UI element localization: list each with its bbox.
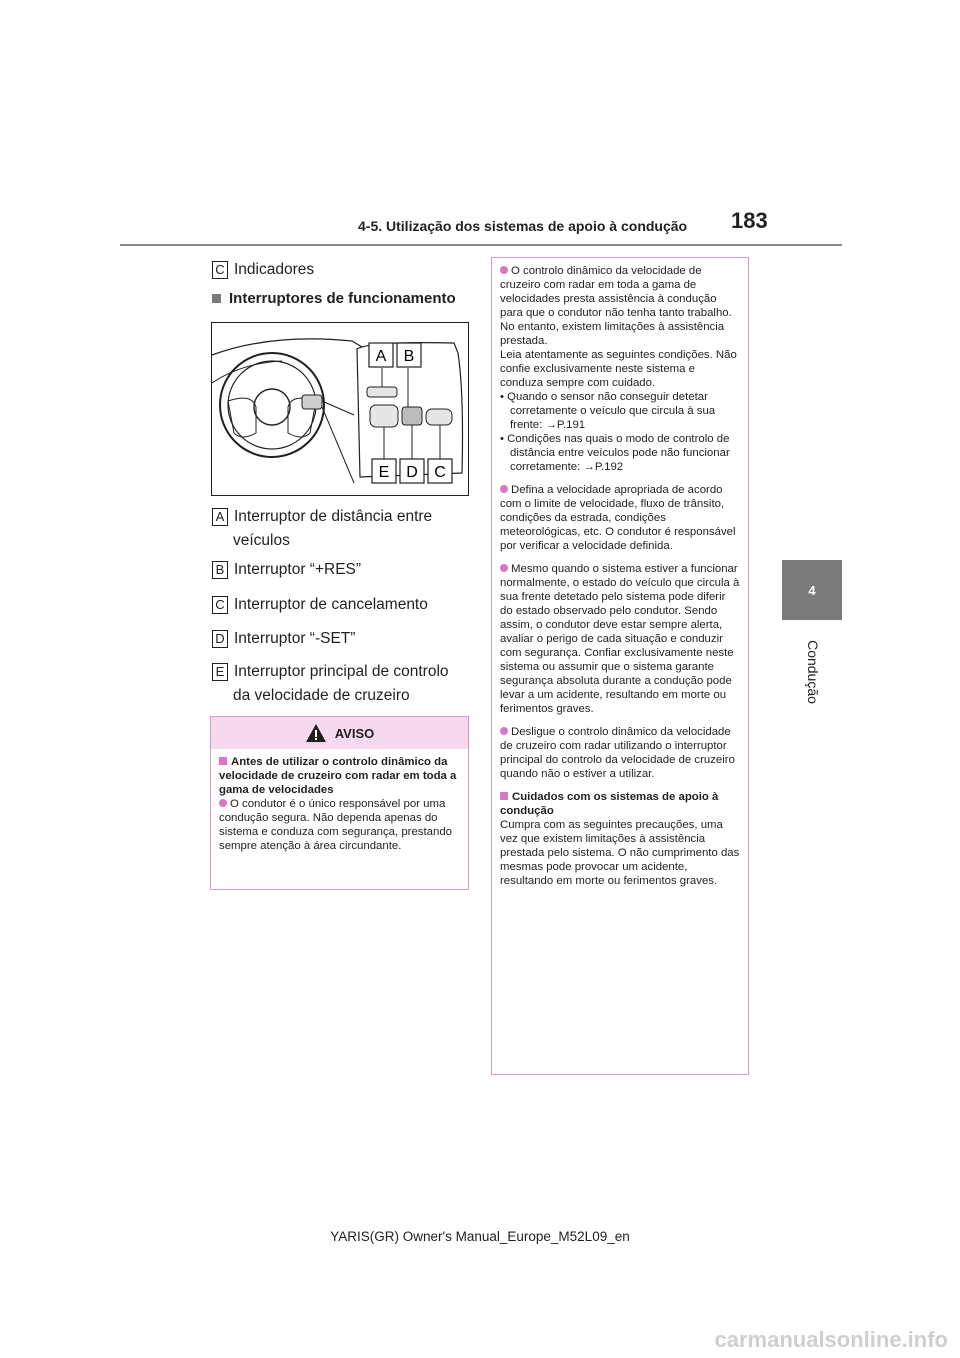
dot-bullet-icon — [500, 266, 508, 274]
page-number: 183 — [731, 208, 768, 233]
square-bullet-icon — [212, 294, 221, 303]
warning-title: AVISO — [334, 725, 375, 741]
info-paragraph: Defina a velocidade apropriada de acordo com o limite de velocidade, fluxo de trânsito, condições da estrada, condições meteorológicas, etc. O condutor é responsável por verificar a velocidade definida. — [500, 484, 736, 552]
info-dash-item: • Condições nas quais o modo de controlo de distância entre veículos pode não funcionar corretamente: →P.192 — [500, 433, 730, 473]
subheading — [212, 290, 456, 308]
header-rule — [120, 244, 842, 246]
info-dash-item: • Quando o sensor não conseguir detetar corretamente o veículo que circula à sua frente: →P.191 — [500, 391, 716, 431]
warning-box — [210, 716, 469, 890]
diagram-label: D — [406, 464, 418, 481]
info-paragraph: Cumpra com as seguintes precauções, uma vez que existem limitações à assistência prestada pelo sistema. O não cumprimento das mesmas pode provocar um acidente, resultando em morte ou ferimentos graves. — [500, 819, 740, 887]
info-subheading: Cuidados com os sistemas de apoio à condução — [500, 791, 719, 817]
item-text: Interruptor de distância entre — [234, 508, 433, 525]
legend-item-e — [212, 660, 449, 708]
chapter-label: Condução — [805, 640, 821, 704]
info-paragraph: Desligue o controlo dinâmico da velocidade de cruzeiro com radar utilizando o interruptor principal do controlo da velocidade de cruzeiro quando não o estiver a utilizar. — [500, 726, 735, 780]
legend-item-a — [212, 505, 432, 553]
warning-heading: Antes de utilizar o controlo dinâmico da velocidade de cruzeiro com radar em toda a gama de velocidades — [219, 756, 457, 796]
footer-text: YARIS(GR) Owner's Manual_Europe_M52L09_en — [330, 1229, 630, 1244]
legend-item-d — [212, 627, 355, 651]
steering-wheel-diagram — [211, 322, 469, 496]
watermark: carmanualsonline.info — [714, 1327, 948, 1352]
letter-box: C — [212, 261, 228, 279]
item-text: Indicadores — [234, 261, 315, 278]
letter-box: E — [212, 663, 228, 681]
item-text-cont: veículos — [233, 532, 290, 549]
letter-box: D — [212, 630, 228, 648]
item-text: Interruptor principal de controlo — [234, 663, 449, 680]
item-text: Interruptor “+RES” — [234, 561, 362, 578]
indicator-item — [212, 258, 314, 282]
item-text: Interruptor “-SET” — [234, 630, 356, 647]
subheading-text: Interruptores de funcionamento — [229, 290, 456, 307]
diagram-label: A — [375, 348, 387, 365]
square-bullet-icon — [219, 757, 227, 765]
letter-box: B — [212, 561, 228, 579]
letter-box: A — [212, 508, 228, 526]
warning-bullet: O condutor é o único responsável por uma condução segura. Não dependa apenas do sistema e conduza com segurança, prestando sempre atenção à área circundante. — [219, 798, 453, 852]
item-text: Interruptor de cancelamento — [234, 596, 428, 613]
chapter-tab[interactable]: 4 — [782, 560, 842, 620]
legend-item-b — [212, 558, 361, 582]
diagram-label: C — [434, 464, 446, 481]
dot-bullet-icon — [500, 727, 508, 735]
square-bullet-icon — [500, 792, 508, 800]
diagram-label: B — [403, 348, 415, 365]
legend-item-c — [212, 593, 428, 617]
letter-box: C — [212, 596, 228, 614]
steering-wheel-illustration — [212, 323, 468, 495]
info-paragraph: O controlo dinâmico da velocidade de cruzeiro com radar em toda a gama de velocidades presta assistência à condução para que o condutor não tenha tanto trabalho. No entanto, existem limitações à assistência prestada. — [500, 265, 732, 347]
dot-bullet-icon — [500, 564, 508, 572]
dot-bullet-icon — [219, 799, 227, 807]
dot-bullet-icon — [500, 485, 508, 493]
item-text-cont: da velocidade de cruzeiro — [233, 687, 410, 704]
section-title: 4-5. Utilização dos sistemas de apoio à condução — [358, 218, 688, 234]
info-paragraph: Leia atentamente as seguintes condições. Não confie exclusivamente neste sistema e conduza sempre com cuidado. — [500, 349, 737, 389]
diagram-label: E — [378, 464, 390, 481]
warning-header — [211, 717, 468, 749]
info-paragraph: Mesmo quando o sistema estiver a funcionar normalmente, o estado do veículo que circula à sua frente detetado pelo sistema pode diferir do estado observado pelo condutor. Sendo assim, o condutor deve estar sempre alerta, avaliar o perigo de cada situação e conduzir com segurança. Confiar exclusivamente neste sistema ou assumir que o sistema garante segurança absoluta durante a condução pode levar a um acidente, resultando em morte ou ferimentos graves. — [500, 563, 740, 715]
info-box — [491, 257, 749, 1075]
warning-triangle-icon — [305, 723, 327, 743]
